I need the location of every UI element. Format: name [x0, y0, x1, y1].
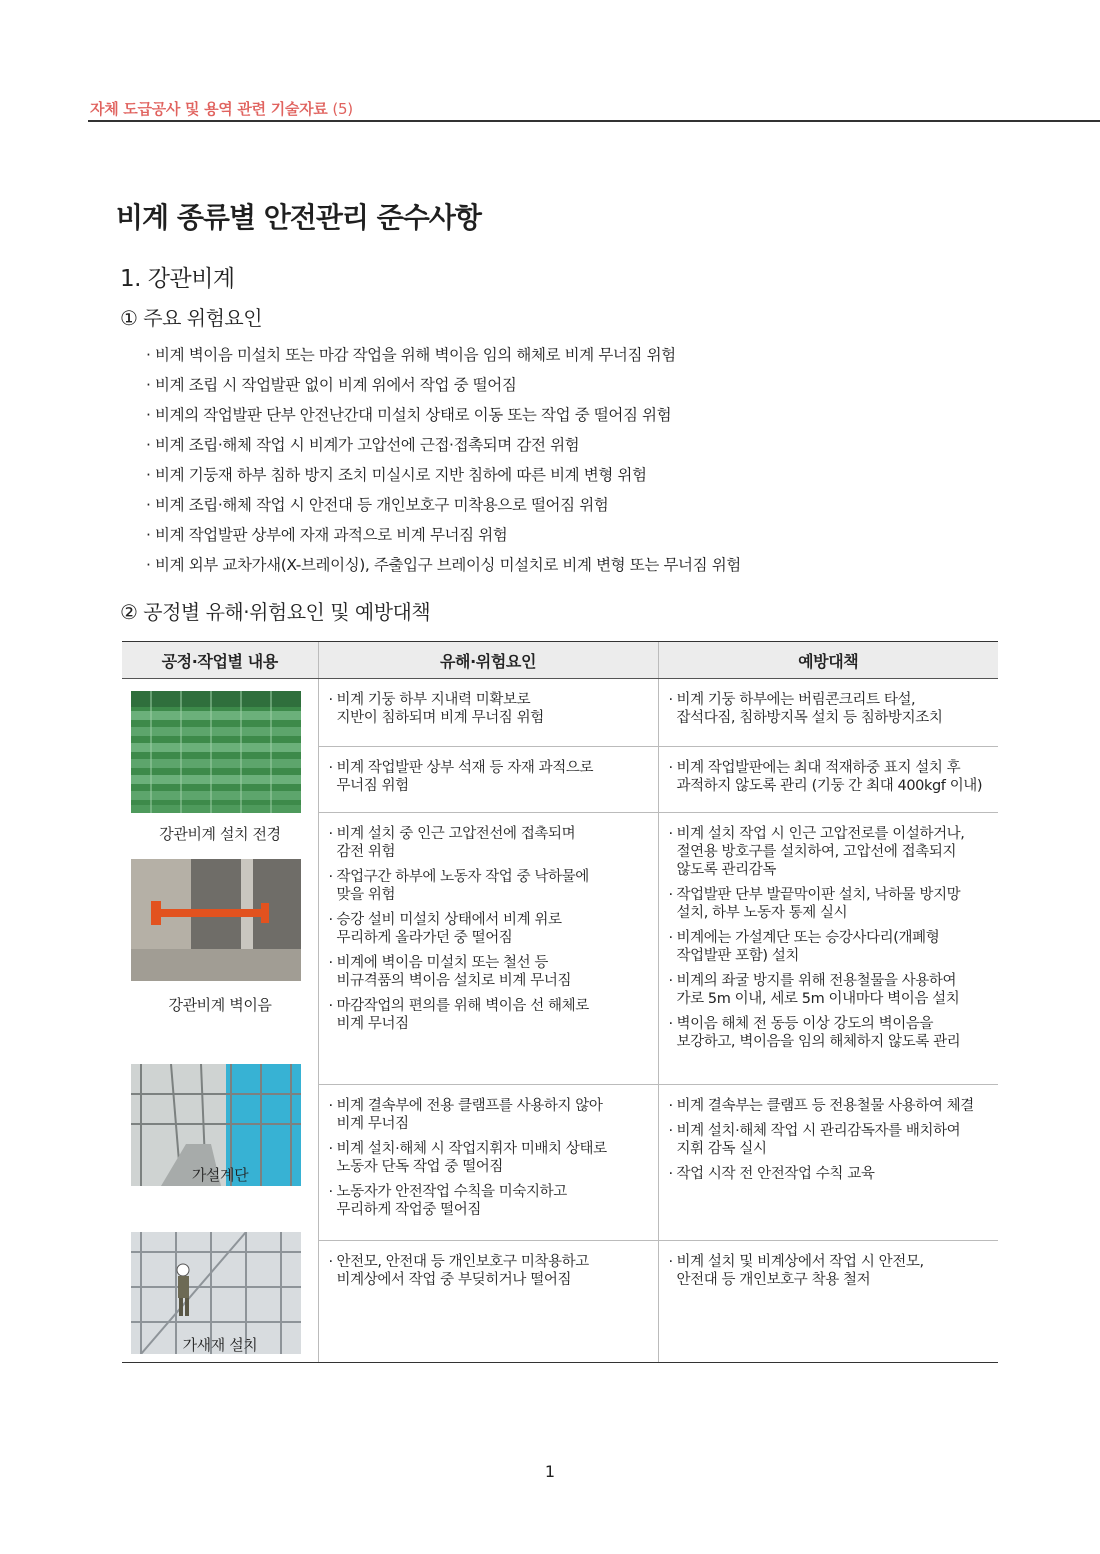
risk-cell: · 비계 작업발판 상부 석재 등 자재 과적으로 무너짐 위험 [318, 747, 658, 813]
measure-text: 작업 시작 전 안전작업 수칙 교육 [676, 1166, 875, 1182]
risk-text: 비계 기둥 하부 지내력 미확보로 지반이 침하되며 비계 무너짐 위험 [336, 692, 544, 726]
table-header-process: 공정·작업별 내용 [122, 642, 318, 679]
hazard-item: · 비계 기둥재 하부 침하 방지 조치 미실시로 지반 침하에 따른 비계 변형 위험 [146, 466, 647, 484]
measure-cell: · 비계 작업발판에는 최대 적재하중 표지 설치 후 과적하지 않도록 관리 (기둥 간 최대 400kgf 이내) [658, 747, 998, 813]
measure-text: 비계 결속부는 클램프 등 전용철물 사용하여 체결 [676, 1098, 974, 1114]
risk-text: 노동자가 안전작업 수칙을 미숙지하고 무리하게 작업중 떨어짐 [336, 1184, 567, 1218]
measure-cell: · 비계 설치 작업 시 인근 고압전로를 이설하거나, 절연용 방호구를 설치하여, 고압선에 접촉되지 않도록 관리감독 · 작업발판 단부 발끝막이판 설치, 낙하물 방지망 설치, 하부 노동자 통제 실시 · 비계에는 가설계단 또는 승강사다리(개폐형 작업발판 포함) 설치 · 비계의 좌굴 방지를 위해 전용철물을 사용하여 가로 5m 이내, 세로 5m 이내마다 벽이음 설치 · 벽이음 해체 전 동등 이상 강도의 벽이음을 보강하고, 벽이음을 임의 해체하지 않도록 관리 [658, 813, 998, 1085]
risk-cell: · 비계 설치 중 인근 고압전선에 접촉되며 감전 위험 · 작업구간 하부에 노동자 작업 중 낙하물에 맞을 위험 · 승강 설비 미설치 상태에서 비계 위로 무리하게 올라가던 중 떨어짐 · 비계에 벽이음 미설치 또는 철선 등 비규격품의 벽이음 설치로 비계 무너짐 · 마감작업의 편의를 위해 벽이음 선 해체로 비계 무너짐 [318, 813, 658, 1085]
risk-text: 마감작업의 편의를 위해 벽이음 선 해체로 비계 무너짐 [336, 998, 589, 1032]
measure-cell: · 비계 기둥 하부에는 버림콘크리트 타설, 잡석다짐, 침하방지목 설치 등 침하방지조치 [658, 679, 998, 747]
risk-text: 비계 작업발판 상부 석재 등 자재 과적으로 무너짐 위험 [336, 760, 594, 794]
hazard-item: · 비계 외부 교차가새(X-브레이싱), 주출입구 브레이싱 미설치로 비계 변형 또는 무너짐 위험 [146, 556, 741, 574]
measure-text: 벽이음 해체 전 동등 이상 강도의 벽이음을 보강하고, 벽이음을 임의 해체하지 않도록 관리 [676, 1016, 961, 1050]
measure-text: 비계의 좌굴 방지를 위해 전용철물을 사용하여 가로 5m 이내, 세로 5m 이내마다 벽이음 설치 [676, 973, 960, 1007]
photo-column-inner [122, 679, 318, 1361]
hazard-prevention-table [122, 641, 998, 1363]
photo-caption: 가새재 설치 [182, 1336, 258, 1354]
measure-text: 비계 작업발판에는 최대 적재하중 표지 설치 후 과적하지 않도록 관리 (기둥 간 최대 400kgf 이내) [676, 760, 983, 794]
page-number: 1 [544, 1462, 556, 1481]
risk-text: 비계 설치·해체 시 작업지휘자 미배치 상태로 노동자 단독 작업 중 떨어짐 [336, 1141, 607, 1175]
hazard-item: · 비계 벽이음 미설치 또는 마감 작업을 위해 벽이음 임의 해체로 비계 무너짐 위험 [146, 346, 676, 364]
measure-text: 비계 설치 및 비계상에서 작업 시 안전모, 안전대 등 개인보호구 착용 철저 [676, 1254, 924, 1288]
risk-text: 비계에 벽이음 미설치 또는 철선 등 비규격품의 벽이음 설치로 비계 무너짐 [336, 955, 572, 989]
measure-text: 작업발판 단부 발끝막이판 설치, 낙하물 방지망 설치, 하부 노동자 통제 실시 [676, 887, 961, 921]
risk-cell: · 안전모, 안전대 등 개인보호구 미착용하고 비계상에서 작업 중 부딪히거나 떨어짐 [318, 1241, 658, 1363]
hazard-item: · 비계 조립·해체 작업 시 비계가 고압선에 근접·접촉되며 감전 위험 [146, 436, 580, 454]
risk-text: 안전모, 안전대 등 개인보호구 미착용하고 비계상에서 작업 중 부딪히거나 떨어짐 [336, 1254, 589, 1288]
header-divider [88, 120, 1100, 122]
page-title: 비계 종류별 안전관리 준수사항 [116, 201, 481, 234]
hazard-list [146, 340, 741, 580]
measure-cell: · 비계 설치 및 비계상에서 작업 시 안전모, 안전대 등 개인보호구 착용 철저 [658, 1241, 998, 1363]
risk-text: 비계 설치 중 인근 고압전선에 접촉되며 감전 위험 [336, 826, 576, 860]
risk-cell: · 비계 결속부에 전용 클램프를 사용하지 않아 비계 무너짐 · 비계 설치·해체 시 작업지휘자 미배치 상태로 노동자 단독 작업 중 떨어짐 · 노동자가 안전작업 수칙을 미숙지하고 무리하게 작업중 떨어짐 [318, 1085, 658, 1241]
sub-heading-process-table: ② 공정별 유해·위험요인 및 예방대책 [120, 600, 431, 624]
risk-text: 승강 설비 미설치 상태에서 비계 위로 무리하게 올라가던 중 떨어짐 [336, 912, 562, 946]
photo-caption: 강관비계 설치 전경 [159, 825, 281, 843]
wall-tie-photo [131, 859, 301, 981]
table-header-risk: 유해·위험요인 [318, 642, 658, 679]
risk-cell: · 비계 기둥 하부 지내력 미확보로 지반이 침하되며 비계 무너짐 위험 [318, 679, 658, 747]
hazard-item: · 비계 작업발판 상부에 자재 과적으로 비계 무너짐 위험 [146, 526, 508, 544]
hazard-item: · 비계 조립·해체 작업 시 안전대 등 개인보호구 미착용으로 떨어짐 위험 [146, 496, 609, 514]
table-header-prevention: 예방대책 [658, 642, 998, 679]
hazard-item: · 비계의 작업발판 단부 안전난간대 미설치 상태로 이동 또는 작업 중 떨어짐 위험 [146, 406, 672, 424]
risk-text: 작업구간 하부에 노동자 작업 중 낙하물에 맞을 위험 [336, 869, 589, 903]
hazard-item: · 비계 조립 시 작업발판 없이 비계 위에서 작업 중 떨어짐 [146, 376, 517, 394]
risk-text: 비계 결속부에 전용 클램프를 사용하지 않아 비계 무너짐 [336, 1098, 603, 1132]
measure-text: 비계 설치·해체 작업 시 관리감독자를 배치하여 지휘 감독 실시 [676, 1123, 961, 1157]
measure-cell: · 비계 결속부는 클램프 등 전용철물 사용하여 체결 · 비계 설치·해체 작업 시 관리감독자를 배치하여 지휘 감독 실시 · 작업 시작 전 안전작업 수칙 교육 [658, 1085, 998, 1241]
sub-heading-hazards: ① 주요 위험요인 [120, 306, 263, 330]
series-number: (5) [332, 100, 353, 118]
scaffold-overview-photo [131, 691, 301, 813]
photo-caption: 강관비계 벽이음 [168, 996, 272, 1014]
document-series-label [90, 98, 353, 119]
photo-column [122, 679, 318, 1363]
series-label-text: 자체 도급공사 및 용역 관련 기술자료 [90, 100, 328, 118]
measure-text: 비계 기둥 하부에는 버림콘크리트 타설, 잡석다짐, 침하방지목 설치 등 침하방지조치 [676, 692, 943, 726]
measure-text: 비계 설치 작업 시 인근 고압전로를 이설하거나, 절연용 방호구를 설치하여, 고압선에 접촉되지 않도록 관리감독 [676, 826, 965, 878]
section-heading: 1. 강관비계 [120, 266, 235, 292]
photo-caption: 가설계단 [191, 1166, 249, 1184]
measure-text: 비계에는 가설계단 또는 승강사다리(개폐형 작업발판 포함) 설치 [676, 930, 940, 964]
